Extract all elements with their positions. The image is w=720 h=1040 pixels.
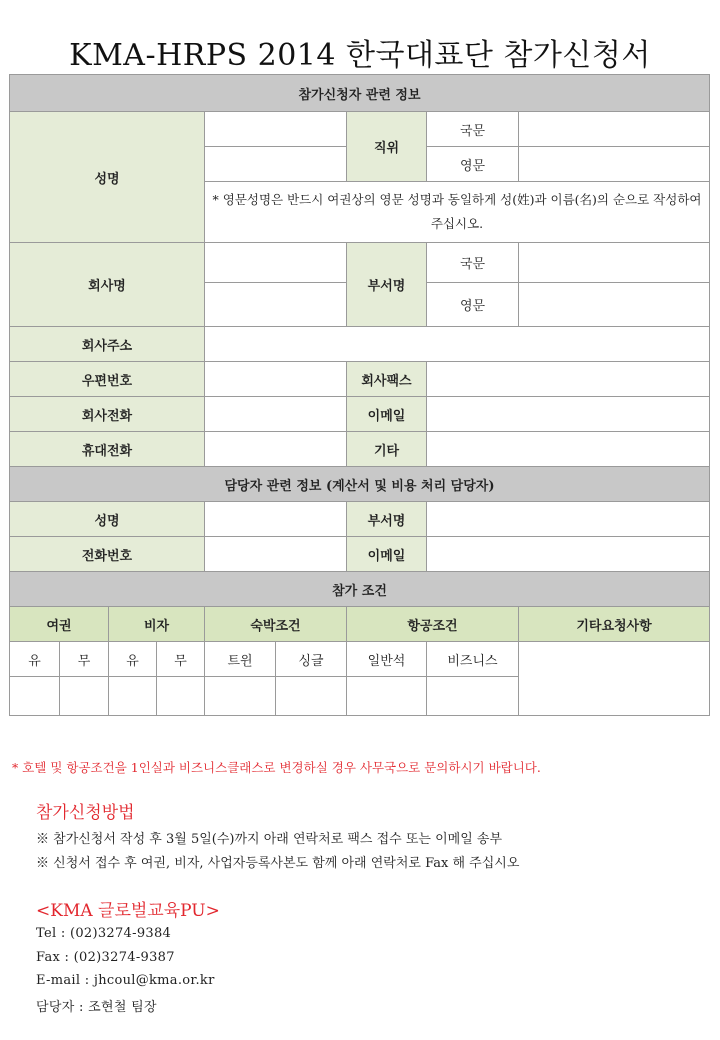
manager-email-input[interactable] bbox=[427, 537, 710, 572]
english-name-note: * 영문성명은 반드시 여권상의 영문 성명과 동일하게 성(姓)과 이름(名)의 순으로 작성하여 주십시오. bbox=[205, 182, 710, 243]
visa-header: 비자 bbox=[109, 607, 205, 642]
business-input[interactable] bbox=[427, 677, 519, 716]
passport-yes-label: 유 bbox=[10, 642, 60, 677]
dept-english-label: 영문 bbox=[427, 283, 519, 327]
section-applicant-header: 참가신청자 관련 정보 bbox=[10, 75, 710, 112]
passport-header: 여권 bbox=[10, 607, 109, 642]
manager-phone-input[interactable] bbox=[205, 537, 347, 572]
contact-email[interactable]: E-mail : jhcoul@kma.or.kr bbox=[36, 973, 215, 988]
single-label: 싱글 bbox=[276, 642, 347, 677]
etc-input[interactable] bbox=[427, 432, 710, 467]
section-manager-header: 담당자 관련 정보 (계산서 및 비용 처리 담당자) bbox=[10, 467, 710, 502]
lodging-header: 숙박조건 bbox=[205, 607, 347, 642]
upgrade-notice: * 호텔 및 항공조건을 1인실과 비즈니스클래스로 변경하실 경우 사무국으로 문의하시기 바랍니다. bbox=[12, 760, 541, 775]
address-label: 회사주소 bbox=[10, 327, 205, 362]
passport-yes-input[interactable] bbox=[10, 677, 60, 716]
address-input[interactable] bbox=[205, 327, 710, 362]
dept-english-input[interactable] bbox=[519, 283, 710, 327]
name-english-input[interactable] bbox=[205, 147, 347, 182]
phone-input[interactable] bbox=[205, 397, 347, 432]
position-english-label: 영문 bbox=[427, 147, 519, 182]
contact-person: 담당자 : 조현철 팀장 bbox=[36, 1000, 157, 1015]
section-conditions-header: 참가 조건 bbox=[10, 572, 710, 607]
mobile-label: 휴대전화 bbox=[10, 432, 205, 467]
position-english-input[interactable] bbox=[519, 147, 710, 182]
dept-korean-input[interactable] bbox=[519, 243, 710, 283]
passport-no-label: 무 bbox=[60, 642, 109, 677]
position-korean-label: 국문 bbox=[427, 112, 519, 147]
position-korean-input[interactable] bbox=[519, 112, 710, 147]
etc-label: 기타 bbox=[347, 432, 427, 467]
phone-label: 회사전화 bbox=[10, 397, 205, 432]
manager-email-label: 이메일 bbox=[347, 537, 427, 572]
manager-dept-label: 부서명 bbox=[347, 502, 427, 537]
page-title: KMA-HRPS 2014 한국대표단 참가신청서 bbox=[69, 38, 651, 73]
manager-phone-label: 전화번호 bbox=[10, 537, 205, 572]
company-korean-input[interactable] bbox=[205, 243, 347, 283]
fax-label: 회사팩스 bbox=[347, 362, 427, 397]
manager-name-input[interactable] bbox=[205, 502, 347, 537]
passport-no-input[interactable] bbox=[60, 677, 109, 716]
email-label: 이메일 bbox=[347, 397, 427, 432]
visa-no-label: 무 bbox=[157, 642, 205, 677]
apply-method-heading: 참가신청방법 bbox=[36, 803, 135, 823]
application-form-table bbox=[9, 74, 710, 716]
company-label: 회사명 bbox=[10, 243, 205, 327]
dept-label: 부서명 bbox=[347, 243, 427, 327]
single-input[interactable] bbox=[276, 677, 347, 716]
position-label: 직위 bbox=[347, 112, 427, 182]
business-label: 비즈니스 bbox=[427, 642, 519, 677]
mobile-input[interactable] bbox=[205, 432, 347, 467]
manager-name-label: 성명 bbox=[10, 502, 205, 537]
requests-header: 기타요청사항 bbox=[519, 607, 710, 642]
fax-input[interactable] bbox=[427, 362, 710, 397]
visa-no-input[interactable] bbox=[157, 677, 205, 716]
contact-heading: <KMA 글로벌교육PU> bbox=[36, 901, 220, 921]
requests-input[interactable] bbox=[519, 642, 710, 716]
apply-instruction-2: ※ 신청서 접수 후 여권, 비자, 사업자등록사본도 함께 아래 연락처로 Fax 해 주십시오 bbox=[36, 856, 520, 871]
twin-input[interactable] bbox=[205, 677, 276, 716]
postal-label: 우편번호 bbox=[10, 362, 205, 397]
visa-yes-input[interactable] bbox=[109, 677, 157, 716]
twin-label: 트윈 bbox=[205, 642, 276, 677]
dept-korean-label: 국문 bbox=[427, 243, 519, 283]
name-input[interactable] bbox=[205, 112, 347, 147]
manager-dept-input[interactable] bbox=[427, 502, 710, 537]
contact-tel: Tel : (02)3274-9384 bbox=[36, 926, 172, 941]
postal-input[interactable] bbox=[205, 362, 347, 397]
name-label: 성명 bbox=[10, 112, 205, 243]
economy-label: 일반석 bbox=[347, 642, 427, 677]
company-english-input[interactable] bbox=[205, 283, 347, 327]
contact-fax: Fax : (02)3274-9387 bbox=[36, 950, 175, 965]
economy-input[interactable] bbox=[347, 677, 427, 716]
visa-yes-label: 유 bbox=[109, 642, 157, 677]
apply-instruction-1: ※ 참가신청서 작성 후 3월 5일(수)까지 아래 연락처로 팩스 접수 또는 이메일 송부 bbox=[36, 832, 503, 847]
email-input[interactable] bbox=[427, 397, 710, 432]
flight-header: 항공조건 bbox=[347, 607, 519, 642]
